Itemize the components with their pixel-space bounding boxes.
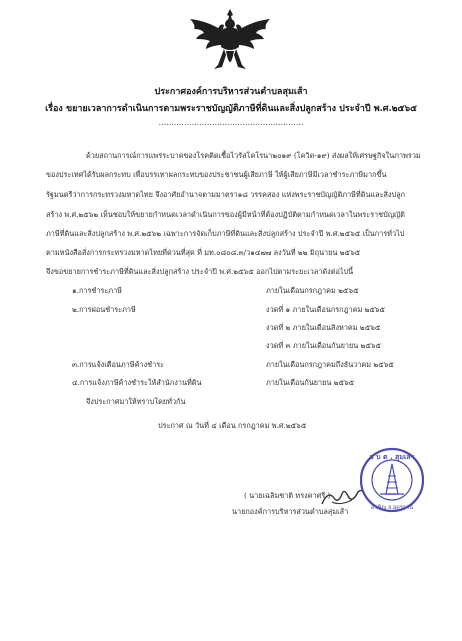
schedule-item-period: ภายในเดือนกรกฎาคมถึงธันวาคม ๒๕๖๕ xyxy=(266,360,394,369)
svg-text:อ.เพ็ญ จ.อุดรธานี: อ.เพ็ญ จ.อุดรธานี xyxy=(371,505,413,511)
schedule-item-label: ๒.การผ่อนชำระภาษี xyxy=(72,305,136,314)
document-subject: เรื่อง ขยายเวลาการดำเนินการตามพระราชบัญญัติภาษีที่ดินและสิ่งปลูกสร้าง ประจำปี พ.ศ.๒๕๖๕ xyxy=(45,104,417,114)
body-line: ด้วยสถานการณ์การแพร่ระบาดของโรคติดเชื้อไวรัสโคโรนา๒๐๑๙ (โควิด-๑๙) ส่งผลให้เศรษฐกิจในภาพรวม xyxy=(86,151,421,160)
schedule-item-period: ภายในเดือนกันยายน ๒๕๖๕ xyxy=(266,378,355,387)
schedule-item-period: งวดที่ ๑ ภายในเดือนกรกฎาคม ๒๕๖๕ xyxy=(266,305,386,314)
official-seal-icon xyxy=(358,446,426,514)
separator-line: ......................................................... xyxy=(158,118,304,127)
body-line: จึงขอขยายการชำระภาษีที่ดินและสิ่งปลูกสร้าง ประจำปี พ.ศ.๒๕๖๕ ออกไปตามระยะเวลาดังต่อไปนี้ xyxy=(46,267,354,276)
signatory-name: ( นายเฉลิมชาติ ทรงคาศรี ) xyxy=(244,491,331,500)
schedule-item-period: งวดที่ ๓ ภายในเดือนกันยายน ๒๕๖๕ xyxy=(266,341,382,350)
garuda-emblem-icon xyxy=(184,7,276,75)
body-line: ของประเทศได้รับผลกระทบ เพื่อบรรเทาผลกระทบของประชาชนผู้เสียภาษี ให้ผู้เสียภาษีมีเวลาชำระภาษีมากขึ้น xyxy=(46,170,387,179)
closing-announcement: จึงประกาศมาให้ทราบโดยทั่วกัน xyxy=(86,397,186,406)
body-line: ภาษีที่ดินและสิ่งปลูกสร้าง พ.ศ.๒๕๖๒ เฉพาะการจัดเก็บภาษีที่ดินและสิ่งปลูกสร้าง ประจำปี พ.ศ.๒๕๖๕ เป็นการทั่วไป xyxy=(46,229,405,238)
announcement-date: ประกาศ ณ วันที่ ๔ เดือน กรกฎาคม พ.ศ.๒๕๖๕ xyxy=(158,421,307,430)
schedule-item-label: ๔.การแจ้งภาษีค้างชำระให้สำนักงานที่ดิน xyxy=(72,378,202,387)
schedule-item-period: งวดที่ ๒ ภายในเดือนสิงหาคม ๒๕๖๕ xyxy=(266,323,381,332)
document-title: ประกาศองค์การบริหารส่วนตำบลสุมเส้า xyxy=(154,87,308,97)
body-line: ตามหนังสือสั่งการกระทรวงมหาดไทยที่ด่วนที่สุด ที่ มท.๐๘๐๘.๓/ว๑๔๗๗ ลงวันที่ ๒๒ มิถุนายน ๒๕๖๕ xyxy=(46,248,361,257)
body-line: สร้าง พ.ศ.๒๕๖๒ เห็นชอบให้ขยายกำหนดเวลาดำเนินการของผู้มีหน้าที่ต้องปฏิบัติตามกำหนดเวลาในพระราชบัญญัติ xyxy=(46,210,405,219)
svg-text:อ บ ต . สุมเส้า: อ บ ต . สุมเส้า xyxy=(369,453,415,461)
signatory-position: นายกองค์การบริหารส่วนตำบลสุมเส้า xyxy=(232,507,349,516)
schedule-item-label: ๓.การแจ้งเตือนภาษีค้างชำระ xyxy=(72,360,165,369)
schedule-item-label: ๑.การชำระภาษี xyxy=(72,286,122,295)
schedule-item-period: ภายในเดือนกรกฎาคม ๒๕๖๕ xyxy=(266,286,359,295)
body-line: รัฐมนตรีว่าการกระทรวงมหาดไทย จึงอาศัยอำนาจตามมาตรา๑๘ วรรคสอง แห่งพระราชบัญญัติภาษีที่ดินและสิ่งปลูก xyxy=(46,190,406,199)
